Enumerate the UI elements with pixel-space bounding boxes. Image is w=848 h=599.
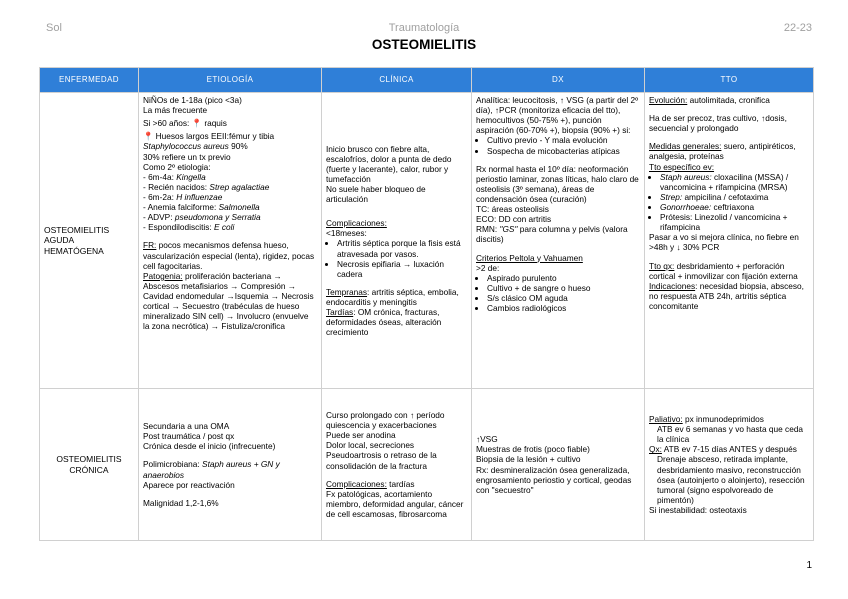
etiologia-aguda: NiÑOs de 1-18a (pico <3a) La más frecuente Si >60 años: 📍 raquis 📍 Huesos largos EEII:fémur y tibia Staphylococcus aureus 90% 30% refiere un tx previo Como 2º etiologia: - 6m-4a: Kingella - Recién nacidos: Strep agalactiae - 6m-2a: H influenzae - Anemia falciforme: Salmonella - ADVP: pseudomona y Serratia - Espondilodiscitis: E coli FR: pocos mecanismos defensa hueso, vascularización especial (lenta), rigidez, pocas cell fagocitarias. Patogenia: proliferación bacteriana → Abscesos metafisiarios → Compresión → Cavidad endomedular →Isquemia → Necrosis cortical → Secuestro (trabéculas de hueso mineralizado SIN cell) → Involucro (envuelve la zona necrótica) → Fistuliza/cronifica bbox=[139, 93, 322, 389]
pin-icon: 📍 bbox=[143, 131, 154, 142]
col-etiologia: ETIOLOGÍA bbox=[139, 68, 322, 93]
header-subject: Traumatología bbox=[388, 22, 460, 34]
page-number: 1 bbox=[806, 560, 812, 571]
osteomielitis-table bbox=[39, 67, 814, 541]
dx-cronica: ↑VSG Muestras de frotis (poco fiable) Biopsia de la lesión + cultivo Rx: desmineralización ósea generalizada, engrosamiento periostio y cortical, geodas con "secuestro" bbox=[472, 389, 645, 541]
table-header-row bbox=[40, 68, 814, 93]
clinica-cronica: Curso prolongado con ↑ período quiescencia y exacerbaciones Puede ser anodina Dolor local, secreciones Pseudoartrosis o retraso de la consolidación de la fractura Complicaciones: tardías Fx patológicas, acortamiento miembro, deformidad angular, cáncer de cell escamosas, fibrosarcoma bbox=[322, 389, 472, 541]
disease-aguda: OSTEOMIELITIS AGUDA HEMATÓGENA bbox=[40, 93, 139, 389]
table-row-aguda bbox=[40, 93, 814, 389]
table-row-cronica bbox=[40, 389, 814, 541]
page-title: OSTEOMIELITIS bbox=[371, 37, 477, 52]
pin-icon: 📍 bbox=[191, 118, 203, 129]
etiologia-cronica: Secundaria a una OMA Post traumática / post qx Crónica desde el inicio (infrecuente) Polimicrobiana: Staph aureus + GN y anaerobios Aparece por reactivación Malignidad 1,2-1,6% bbox=[139, 389, 322, 541]
col-tto: TTO bbox=[645, 68, 814, 93]
tto-cronica: Paliativo: px inmunodeprimidos ATB ev 6 semanas y vo hasta que ceda la clínica Qx: ATB ev 7-15 días ANTES y después Drenaje absceso, retirada implante, desbridamiento masivo, reconstrucción ósea (autoinjerto o aloinjerto), resección tumoral (signo espolvoreado de pimentón) Si inestabilidad: osteotaxis bbox=[645, 389, 814, 541]
disease-cronica: OSTEOMIELITIS CRÓNICA bbox=[40, 389, 139, 541]
dx-aguda: Analítica: leucocitosis, ↑ VSG (a partir del 2º día), ↑PCR (monitoriza eficacia del tto), hemocultivos (50-75% +), punción aspiración (60-70% +), biopsia (90% +) si: • Cultivo previo - Y mala evolución • Sospecha de micobacterias atípicas Rx normal hasta el 10º día: neoformación periostio laminar, zonas líticas, halo claro de osteolisis (3º semana), áreas de condensación ósea (curación) TC: áreas osteolisis ECO: DD con artritis RMN: "GS" para columna y pelvis (valora discitis) Criterios Peltola y Vahuamen >2 de: • Aspirado purulento • Cultivo + de sangre o hueso • S/s clásico OM aguda • Cambios radiológicos bbox=[472, 93, 645, 389]
col-clinica: CLÍNICA bbox=[322, 68, 472, 93]
clinica-aguda: Inicio brusco con fiebre alta, escalofríos, dolor a punta de dedo (fuerte y lacerante), calor, rubor y tumefacción No suele haber bloqueo de articulación Complicaciones: <18meses: • Artritis séptica porque la fisis está atravesada por vasos. • Necrosis epifiaria → luxación cadera Tempranas: artritis séptica, embolia, endocarditis y meningitis Tardías: OM crónica, fracturas, deformidades óseas, alteración crecimiento bbox=[322, 93, 472, 389]
header-author: Sol bbox=[46, 22, 62, 34]
header-year: 22-23 bbox=[783, 22, 812, 34]
col-enfermedad: ENFERMEDAD bbox=[40, 68, 139, 93]
col-dx: DX bbox=[472, 68, 645, 93]
tto-aguda: Evolución: autolimitada, cronifica Ha de ser precoz, tras cultivo, ↑dosis, secuencial y prolongado Medidas generales: suero, antipiréticos, analgesia, proteínas Tto específico ev: • Staph aureus: cloxacilina (MSSA) / vancomicina + rifampicina (MRSA) • Strep: ampicilina / cefotaxima • Gonorrhoeae: ceftriaxona • Prótesis: Linezolid / vancomicina + rifampicina Pasar a vo si mejora clínica, no fiebre en >48h y ↓ 30% PCR Tto qx: desbridamiento + perforación cortical + inmovilizar con fijación externa Indicaciones: necesidad biopsia, absceso, no respuesta ATB 24h, artritis séptica concomitante bbox=[645, 93, 814, 389]
